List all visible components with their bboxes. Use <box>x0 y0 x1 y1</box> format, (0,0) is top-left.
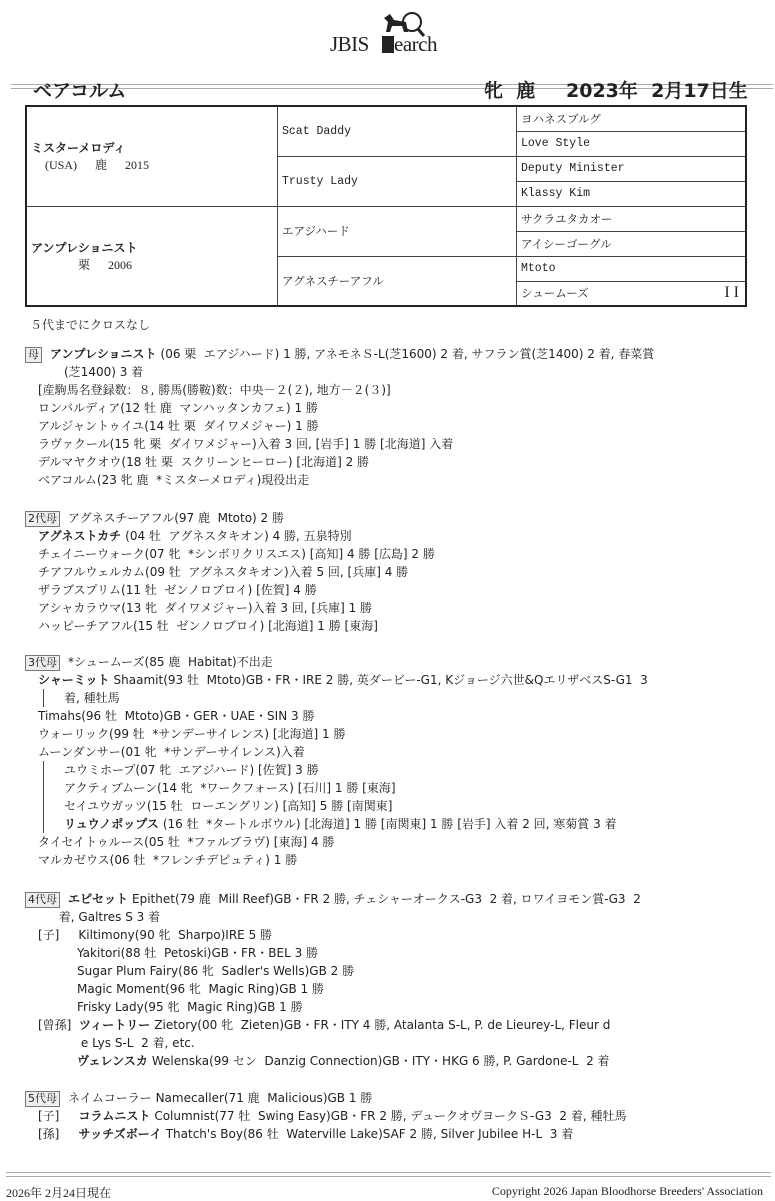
cross-note: ５代までにクロスなし <box>30 318 151 332</box>
horse-link[interactable]: サッチズボーイ <box>78 1127 162 1141</box>
tree-connector <box>43 779 44 797</box>
family-section <box>25 1089 725 1143</box>
line-text: アクティブムーン(14 牝 *ワークフォース) [石川] 1 勝 [東海] <box>64 781 396 795</box>
horse-link[interactable]: アンプレショニスト <box>50 347 157 361</box>
pedigree-line <box>25 1034 725 1052</box>
generation-badge: 3代母 <box>25 655 60 671</box>
pedigree-line <box>25 399 725 417</box>
line-text: セイユウガッツ(15 牡 ローエングリン) [高知] 5 勝 [南関東] <box>64 799 393 813</box>
line-text: Timahs(96 牡 Mtoto)GB・GER・UAE・SIN 3 勝 <box>38 709 315 723</box>
footer-divider <box>6 1172 771 1177</box>
pedigree-line <box>25 833 725 851</box>
line-text: Zietory(00 牝 Zieten)GB・FR・ITY 4 勝, Atalanta S-L, P. de Lieurey-L, Fleur d <box>154 1018 611 1032</box>
horse-link[interactable]: アグネストカチ <box>38 529 122 543</box>
generation-badge: 5代母 <box>25 1091 60 1107</box>
horse-link[interactable]: ツィートリー <box>79 1018 151 1032</box>
line-text: アルジャントゥイユ(14 牡 栗 ダイワメジャー) 1 勝 <box>38 419 319 433</box>
sire-dam[interactable]: Trusty Lady <box>278 156 517 206</box>
pedigree-line <box>25 653 725 671</box>
horse-name: ベアコルム <box>33 80 127 102</box>
pedigree-line <box>25 1089 725 1107</box>
footer-copyright: Copyright 2026 Japan Bloodhorse Breeders' Association <box>491 1184 763 1198</box>
line-text: (06 栗 エアジハード) 1 勝, アネモネＳ-L(芝1600) 2 着, サフラン賞(芝1400) 2 着, 春菜賞 <box>160 347 655 361</box>
generation-badge: 母 <box>25 347 42 363</box>
pedigree-line <box>25 890 725 908</box>
line-text: (04 牡 アグネスタキオン) 4 勝, 五泉特別 <box>125 529 352 543</box>
horse-link[interactable]: シャーミット <box>38 673 110 687</box>
line-text: Sugar Plum Fairy(86 牝 Sadler's Wells)GB 2 勝 <box>77 964 355 978</box>
pedigree-line <box>25 908 725 926</box>
tree-connector <box>43 815 44 833</box>
line-text: [子] <box>38 1109 79 1123</box>
line-text: [産駒馬名登録数：８, 勝馬(勝鞍)数：中央－２(２), 地方－２(３)] <box>38 383 391 397</box>
line-text: マルカゼウス(06 牡 *フレンチデピュティ) 1 勝 <box>38 853 298 867</box>
line-text: (芝1400) 3 着 <box>64 365 144 379</box>
tree-connector <box>43 797 44 815</box>
pedigree-line <box>25 743 725 761</box>
dam-name: アンプレショニスト <box>31 240 138 255</box>
pedigree-line <box>25 471 725 489</box>
line-text: Welenska(99 セン Danzig Connection)GB・ITY・HKG 6 勝, P. Gardone-L 2 着 <box>151 1054 610 1068</box>
pedigree-line <box>25 453 725 471</box>
pedigree-line <box>25 435 725 453</box>
line-text: ウォーリック(99 牡 *サンデーサイレンス) [北海道] 1 勝 <box>38 727 346 741</box>
pedigree-line <box>25 1016 725 1034</box>
pedigree-line <box>25 363 725 381</box>
sire-origin: (USA) 鹿 2015 <box>45 158 149 173</box>
gen3-cell[interactable]: アイシーゴーグル <box>517 231 747 256</box>
pedigree-line <box>25 671 725 689</box>
family-section <box>25 509 725 635</box>
family-section <box>25 890 725 1070</box>
line-text: [子] Kiltimony(90 牝 Sharpo)IRE 5 勝 <box>38 928 273 942</box>
pedigree-line <box>25 761 725 779</box>
pedigree-line <box>25 707 725 725</box>
pedigree-line <box>25 980 725 998</box>
line-text: アグネスチーアフル(97 鹿 Mtoto) 2 勝 <box>68 511 284 525</box>
sire-sire[interactable]: Scat Daddy <box>278 106 517 156</box>
line-text: ザラブスプリム(11 牡 ゼンノロブロイ) [佐賀] 4 勝 <box>38 583 317 597</box>
gen3-name: シュームーズ <box>521 288 589 302</box>
line-text: Frisky Lady(95 牝 Magic Ring)GB 1 勝 <box>77 1000 303 1014</box>
gen3-cell[interactable]: Love Style <box>517 131 747 156</box>
pedigree-line <box>25 1125 725 1143</box>
footer-date: 2026年 2月24日現在 <box>6 1186 112 1200</box>
family-section <box>25 345 725 489</box>
line-text: Epithet(79 鹿 Mill Reef)GB・FR 2 勝, チェシャーオークス-G3 2 着, ロワイヨモン賞-G3 2 <box>132 892 641 906</box>
gen3-cell[interactable]: サクラユタカオー <box>517 206 747 231</box>
horse-link[interactable]: ヴェレンスカ <box>77 1054 148 1068</box>
tree-connector <box>43 689 44 707</box>
family-section <box>25 653 725 869</box>
sire-name: ミスターメロディ <box>31 141 126 156</box>
pedigree-line <box>25 944 725 962</box>
pedigree-line <box>25 998 725 1016</box>
line-text: ベアコルム(23 牝 鹿 *ミスターメロディ)現役出走 <box>38 473 310 487</box>
tree-connector <box>43 761 44 779</box>
pedigree-line <box>25 1052 725 1070</box>
pedigree-line <box>25 381 725 399</box>
pedigree-line <box>25 851 725 869</box>
line-text: Columnist(77 牡 Swing Easy)GB・FR 2 勝, デュークオヴヨークＳ-G3 2 着, 種牡馬 <box>154 1109 627 1123</box>
line-text: *シュームーズ(85 鹿 Habitat)不出走 <box>68 655 273 669</box>
pedigree-line <box>25 797 725 815</box>
line-text: タイセイトゥルース(05 牡 *ファルブラヴ) [東海] 4 勝 <box>38 835 335 849</box>
line-text: Thatch's Boy(86 牡 Waterville Lake)SAF 2 勝, Silver Jubilee H-L 3 着 <box>165 1127 574 1141</box>
gen3-cell[interactable]: ヨハネスブルグ <box>517 106 747 131</box>
generation-badge: 2代母 <box>25 511 60 527</box>
logo-text: JBIS Search <box>330 32 437 56</box>
line-text: ムーンダンサー(01 牝 *サンデーサイレンス)入着 <box>38 745 305 759</box>
line-text: ハッピーチアフル(15 牡 ゼンノロブロイ) [北海道] 1 勝 [東海] <box>38 619 378 633</box>
pedigree-line <box>25 581 725 599</box>
horse-birthdate: 2023年 2月17日生 <box>566 80 748 102</box>
dam-origin: 栗 2006 <box>45 257 133 272</box>
pedigree-line <box>25 545 725 563</box>
pedigree-line <box>25 926 725 944</box>
pedigree-line <box>25 725 725 743</box>
pedigree-line <box>25 689 725 707</box>
line-text: 着, Galtres S 3 着 <box>58 910 161 924</box>
line-text: チアフルウェルカム(09 牡 アグネスタキオン)入着 5 回, [兵庫] 4 勝 <box>38 565 409 579</box>
horse-link[interactable]: コラムニスト <box>78 1109 151 1123</box>
sire-cell[interactable] <box>26 106 278 206</box>
cross-mark: I I <box>724 283 739 301</box>
line-text: Shaamit(93 牡 Mtoto)GB・FR・IRE 2 勝, 英ダービー-G1, Kジョージ六世&QエリザベスS-G1 3 <box>113 673 648 687</box>
pedigree-line <box>25 617 725 635</box>
horse-sex-color: 牝 鹿 <box>484 80 536 102</box>
line-text: (16 牡 *タートルボウル) [北海道] 1 勝 [南関東] 1 勝 [岩手] 入着 2 回, 寒菊賞 3 着 <box>162 817 617 831</box>
gen3-cell[interactable]: Klassy Kim <box>517 181 747 206</box>
pedigree-table <box>25 105 747 307</box>
line-text: e Lys S-L 2 着, etc. <box>80 1036 195 1050</box>
line-text: 着, 種牡馬 <box>64 691 120 705</box>
line-text: Yakitori(88 牡 Petoski)GB・FR・BEL 3 勝 <box>77 946 319 960</box>
horse-link[interactable]: リュウノポップス <box>64 817 159 831</box>
gen3-cell[interactable]: Deputy Minister <box>517 156 747 181</box>
line-text: ユウミホープ(07 牝 エアジハード) [佐賀] 3 勝 <box>64 763 319 777</box>
line-text: ラヴァクール(15 牝 栗 ダイワメジャー)入着 3 回, [岩手] 1 勝 [北海道] 入着 <box>38 437 454 451</box>
pedigree-line <box>25 345 725 363</box>
pedigree-line <box>25 563 725 581</box>
gen3-cell[interactable] <box>517 281 747 306</box>
dam-sire[interactable]: エアジハード <box>278 206 517 256</box>
line-text: デルマヤクオウ(18 牡 栗 スクリーンヒーロー) [北海道] 2 勝 <box>38 455 370 469</box>
line-text: ネイムコーラー Namecaller(71 鹿 Malicious)GB 1 勝 <box>68 1091 373 1105</box>
pedigree-line <box>25 527 725 545</box>
generation-badge: 4代母 <box>25 892 60 908</box>
pedigree-line <box>25 509 725 527</box>
line-text: チェイニーウォーク(07 牝 *シンボリクリスエス) [高知] 4 勝 [広島] 2 勝 <box>38 547 435 561</box>
pedigree-line <box>25 1107 725 1125</box>
horse-link[interactable]: エピセット <box>68 892 129 906</box>
line-text: Magic Moment(96 牝 Magic Ring)GB 1 勝 <box>77 982 324 996</box>
jbis-search-logo[interactable] <box>330 8 460 54</box>
dam-dam[interactable]: アグネスチーアフル <box>278 256 517 306</box>
pedigree-line <box>25 815 725 833</box>
pedigree-line <box>25 962 725 980</box>
pedigree-line <box>25 779 725 797</box>
dam-cell[interactable] <box>26 206 278 306</box>
line-text: [孫] <box>38 1127 79 1141</box>
pedigree-line <box>25 417 725 435</box>
line-text: アシャカラウマ(13 牝 ダイワメジャー)入着 3 回, [兵庫] 1 勝 <box>38 601 373 615</box>
line-text: [曾孫] <box>38 1018 79 1032</box>
line-text: ロンバルディア(12 牡 鹿 マンハッタンカフェ) 1 勝 <box>38 401 318 415</box>
pedigree-line <box>25 599 725 617</box>
gen3-cell[interactable]: Mtoto <box>517 256 747 281</box>
